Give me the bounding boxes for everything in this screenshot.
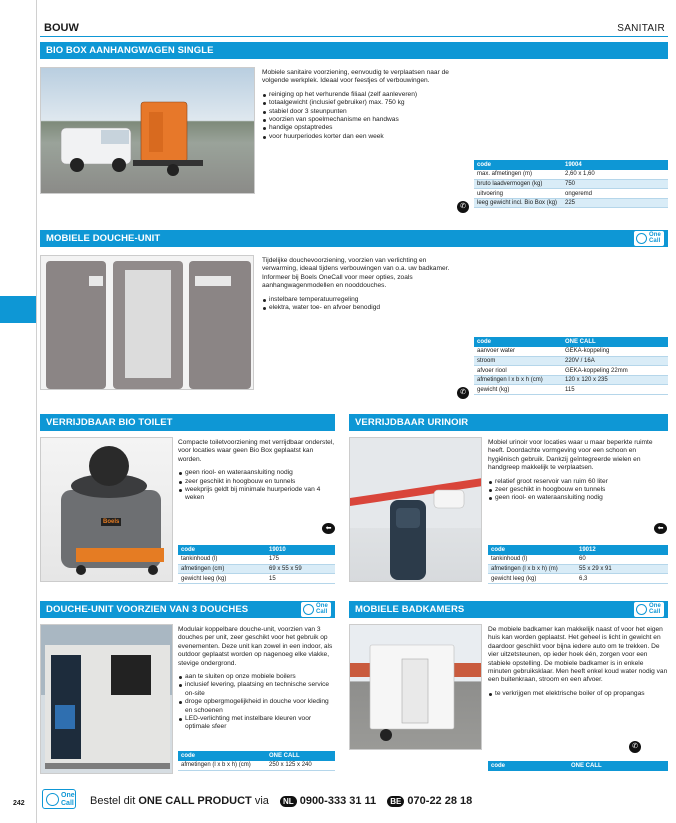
bullet-list [178,469,336,503]
onecall-icon: One Call [634,602,664,617]
section-bar-bio-box [40,42,668,59]
description-bio-box [262,69,472,141]
page-title: BOUW [44,22,79,34]
be-badge: BE [387,796,404,807]
category-label: SANITAIR [617,23,665,34]
table-row: gewicht (kg) 115 [474,385,668,395]
table-row: tankinhoud (l) 175 [178,555,335,565]
table-row: gewicht leeg (kg) 6,3 [488,574,668,584]
bullet-list [262,296,462,313]
list-item: zeer geschikt in hoogbouw en tunnels [488,486,668,494]
list-item: weekprijs geldt bij minimale huurperiode van 4 weken [178,486,336,503]
table-row: aanvoer water GEKA-koppeling [474,347,668,357]
list-item: LED-verlichting met instelbare kleuren voor optimale sfeer [178,715,336,732]
arrow-icon: ⬅ [322,523,335,534]
list-item: totaalgewicht (inclusief gebruiker) max. 750 kg [262,99,472,107]
bullet-list [488,478,668,503]
side-tab [0,296,36,323]
spec-header-key: code [474,337,562,347]
spec-header-value: 19010 [266,545,335,555]
spec-header-value: 19012 [576,545,668,555]
section-title: VERRIJDBAAR BIO TOILET [46,417,173,428]
spec-header-key: code [474,160,562,170]
spec-header-key: code [178,545,266,555]
table-row: bruto laadvermogen (kg) 750 [474,179,668,189]
table-row: gewicht leeg (kg) 15 [178,574,335,584]
list-item: aan te sluiten op onze mobiele boilers [178,673,336,681]
section-bar-urinoir [349,414,668,431]
arrow-icon: ⬅ [654,523,667,534]
spec-table-urinoir [488,545,668,584]
list-item: droge opbergmogelijkheid in douche voor kleding en schoenen [178,698,336,715]
section-title: MOBIELE DOUCHE-UNIT [46,233,161,244]
onecall-logo: One Call [42,789,76,809]
photo-bio-box-trailer [40,67,255,194]
bullet-list [262,91,472,141]
section-bar-bio-toilet [40,414,335,431]
list-item: relatief groot reservoir van ruim 60 liter [488,478,668,486]
photo-douche3 [40,624,173,774]
photo-urinoir [349,437,482,582]
header-divider [40,36,668,37]
table-row: afmetingen (l x b x h) (cm) 250 x 125 x 240 [178,761,335,771]
list-item: geen riool- en wateraansluiting nodig [488,494,668,502]
footer-text [90,795,472,807]
list-item: inclusief levering, plaatsing en technische service on-site [178,681,336,698]
table-row: uitvoering ongeremd [474,189,668,199]
description-text: Mobiele sanitaire voorziening, eenvoudig te verplaatsen naar de volgende werkplek. Ideaal voor feestjes of verbouwingen. [262,69,449,85]
description-text: Mobiel urinoir voor locaties waar u maar beperkte ruimte heeft. Doordachte vormgeving voor een schoon en hygiënisch gebruik. Dankzij geïntegreerde wielen en handgreep makkelijk te verplaatsen. [488,439,653,472]
description-badkamers [488,626,668,698]
list-item: te verkrijgen met elektrische boiler of op propangas [488,690,668,698]
section-title: VERRIJDBAAR URINOIR [355,417,469,428]
list-item: zeer geschikt in hoogbouw en tunnels [178,478,336,486]
spec-table-douche-unit [474,337,668,395]
table-row: afvoer riool GEKA-koppeling 22mm [474,366,668,376]
bullet-list [178,673,336,732]
table-row: afmetingen (cm) 69 x 55 x 59 [178,564,335,574]
photo-douche-unit [40,255,254,390]
description-douche-unit [262,257,462,312]
spec-header-key: code [178,751,266,761]
spec-header-value: ONE CALL [568,761,668,771]
table-row: leeg gewicht incl. Bio Box (kg) 225 [474,198,668,208]
description-douche3 [178,626,336,732]
spec-table-douche3 [178,751,335,771]
spec-table-bio-toilet [178,545,335,584]
table-row: max. afmetingen (m) 2,60 x 1,60 [474,170,668,180]
table-row: stroom 220V / 16A [474,356,668,366]
section-bar-badkamers [349,601,668,618]
photo-bio-toilet [40,437,173,582]
phone-icon: ✆ [457,387,469,399]
list-item: voorzien van spoelmechanisme en handwas [262,116,472,124]
list-item: stabiel door 3 steunpunten [262,108,472,116]
section-title: BIO BOX AANHANGWAGEN SINGLE [46,45,214,56]
spec-header-value: ONE CALL [562,337,668,347]
list-item: geen riool- en wateraansluiting nodig [178,469,336,477]
table-row: afmetingen l x b x h (cm) 120 x 120 x 235 [474,375,668,385]
section-title: DOUCHE-UNIT VOORZIEN VAN 3 DOUCHES [46,604,249,615]
nl-phone[interactable]: 0900-333 31 11 [299,795,377,807]
spec-header-value: ONE CALL [266,751,335,761]
table-row: afmetingen (l x b x h) (m) 55 x 29 x 91 [488,564,668,574]
section-bar-douche-unit [40,230,668,247]
description-text: Modulair koppelbare douche-unit, voorzien van 3 douches per unit, zeer geschikt voor het gebruik op evenementen. Deze unit kan zowel in een indoor, als outdoor geplaatst worden op nagenoeg elke vlakke, stevige ondergrond. [178,626,333,667]
phone-icon: ✆ [457,201,469,213]
onecall-icon: One Call [634,231,664,246]
list-item: voor huurperiodes korter dan een week [262,133,472,141]
page-number: 242 [13,800,25,807]
spec-table-badkamers [488,761,668,771]
phone-icon: ✆ [629,741,641,753]
spec-table-bio-box [474,160,668,208]
be-phone[interactable]: 070-22 28 18 [407,795,473,807]
list-item: elektra, water toe- en afvoer benodigd [262,304,462,312]
nl-badge: NL [280,796,297,807]
list-item: instelbare temperatuurregeling [262,296,462,304]
spec-header-key: code [488,545,576,555]
phone-ring-icon [46,793,59,806]
list-item: handige opstaptredes [262,124,472,132]
description-bio-toilet [178,439,336,503]
description-text: Compacte toiletvoorziening met verrijdbaar onderstel, voor locaties waar geen Bio Box geplaatst kan worden. [178,439,335,463]
page-margin-line [36,0,37,823]
table-row: tankinhoud (l) 60 [488,555,668,565]
section-title: MOBIELE BADKAMERS [355,604,465,615]
description-text: Tijdelijke douchevoorziening, voorzien van verlichting en verwarming, ideaal tijdens verbouwingen van o.a. uw badkamer. Informeer bij Boels OneCall voor meer opties, zoals aanhangwagenmodellen en nooddouches. [262,257,450,290]
brand-label: Boels [103,519,120,525]
description-urinoir [488,439,668,503]
list-item: reiniging op het verhurende filiaal (zelf aanleveren) [262,91,472,99]
onecall-icon: One Call [301,602,331,617]
footer-via: via [254,795,269,807]
footer-lead: Bestel dit [90,795,136,807]
spec-header-value: 19004 [562,160,668,170]
bullet-list [488,690,668,698]
spec-header-key: code [488,761,568,771]
photo-badkamers [349,624,482,750]
footer-product: ONE CALL PRODUCT [138,795,252,807]
description-text: De mobiele badkamer kan makkelijk naast of voor het eigen huis kan worden geplaatst. Het geheel is licht in gewicht en daardoor geschikt voor bijna iedere auto om te trekken. De vier uitzetsteunen, op ieder hoek één, zorgen voor een stabiele opstelling. De mobiele badkamer is in enkele minuten gebruiksklaar. Men heeft enkel koud water nodig van een buitenkraan, stroom en een afvoer. [488,626,668,684]
section-bar-douche3 [40,601,335,618]
